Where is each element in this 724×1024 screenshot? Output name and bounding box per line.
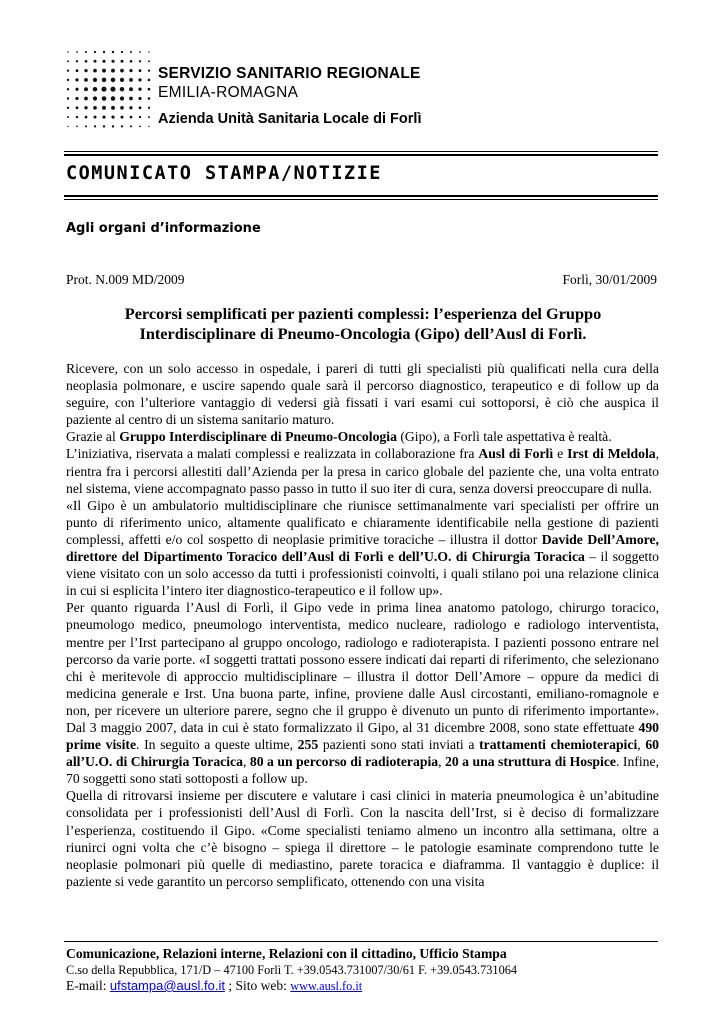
footer-office: Comunicazione, Relazioni interne, Relazioni con il cittadino, Ufficio Stampa: [66, 946, 507, 961]
logo-dot: [129, 78, 133, 82]
logo-dot: [67, 97, 69, 99]
logo-dot: [101, 87, 106, 92]
logo-dot: [76, 106, 79, 109]
logo-dot: [84, 78, 88, 82]
logo-dot: [139, 60, 141, 62]
logo-dot: [148, 60, 150, 62]
recipient-line: Agli organi d’informazione: [66, 221, 261, 236]
logo-dot: [102, 96, 107, 101]
logo-dot: [94, 125, 96, 127]
logo-dot: [93, 69, 97, 73]
logo-dot: [102, 116, 105, 119]
logo-dot: [139, 116, 141, 118]
paragraph: L’iniziativa, riservata a malati complessi e realizzata in collaborazione fra Ausl di Forlì e Irst di Meldola, rientra fra i percorsi allestiti dall’Azienda per la presa in carico globale del paziente che, una volta entrato nel sistema, viene accompagnato passo passo in tutto il suo iter di cura, senza doversi preoccupare di nulla.: [66, 446, 659, 496]
header-rule-bottom-thick: [64, 195, 658, 197]
logo-dot: [120, 106, 124, 110]
logo-dot: [110, 87, 115, 92]
logo-dot: [111, 96, 116, 101]
logo-dot: [67, 88, 69, 90]
logo-dot: [129, 87, 133, 91]
logo-dot: [84, 69, 87, 72]
logo-dot: [111, 78, 116, 83]
footer-address: C.so della Repubblica, 171/D – 47100 Forlì T. +39.0543.731007/30/61 F. +39.0543.731064: [66, 963, 518, 977]
logo-dot: [148, 51, 149, 52]
logo-dot: [121, 51, 123, 53]
logo-dot: [94, 51, 96, 53]
logo-dot: [139, 69, 142, 72]
logo-dot: [130, 116, 133, 119]
logo-dot: [148, 126, 149, 127]
logo-dot: [85, 125, 87, 127]
logo-dot: [139, 106, 142, 109]
headline: Percorsi semplificati per pazienti complessi: l’esperienza del Gruppo Interdisciplinare di Pneumo-Oncologia (Gipo) dell’Ausl di Forlì.: [124, 304, 602, 343]
emilia-romagna-dots-logo-icon: [64, 48, 154, 130]
logo-dot: [130, 60, 133, 63]
logo-dot: [121, 60, 124, 63]
press-release-title: COMUNICATO STAMPA/NOTIZIE: [66, 163, 382, 184]
logo-dot: [85, 51, 87, 53]
logo-dot: [129, 106, 132, 109]
paragraph: Ricevere, con un solo accesso in ospedale, i pareri di tutti gli specialisti più qualificati nella cura della neoplasia polmonare, e uscire sapendo quale sarà il percorso diagnostico, terapeutico e di follow up da seguire, con l’ulteriore vantaggio di vedersi già fissati i vari esami cui sottoporsi, è ciò che auspica il paziente al centro di un sistema sanitario maturo.: [66, 361, 659, 428]
logo-dot: [139, 126, 141, 128]
logo-dot: [120, 69, 124, 73]
logo-dot: [102, 106, 106, 110]
logo-dot: [111, 60, 114, 63]
email-link[interactable]: ufstampa@ausl.fo.it: [109, 978, 225, 993]
org-name-line2: EMILIA-ROMAGNA: [158, 84, 299, 101]
logo-dot: [148, 69, 150, 71]
logo-dot: [67, 126, 68, 127]
org-name-line1: SERVIZIO SANITARIO REGIONALE: [158, 65, 421, 82]
footer-contacts: E-mail: ufstampa@ausl.fo.it ; Sito web: www.ausl.fo.it: [66, 978, 363, 993]
logo-dot: [112, 125, 114, 127]
logo-dot: [129, 97, 133, 101]
logo-dot: [121, 116, 124, 119]
protocol-number: Prot. N.009 MD/2009: [66, 272, 185, 287]
header-rule-bottom: [64, 199, 658, 200]
logo-dot: [103, 51, 105, 53]
logo-dot: [75, 88, 78, 91]
logo-dot: [93, 96, 97, 100]
logo-dot: [138, 97, 141, 100]
logo-dot: [67, 79, 69, 81]
logo-dot: [76, 51, 78, 53]
logo-dot: [67, 116, 69, 118]
logo-dot: [67, 60, 69, 62]
logo-dot: [76, 116, 78, 118]
logo-dot: [130, 125, 132, 127]
logo-dot: [85, 116, 88, 119]
logo-dot: [112, 51, 114, 53]
header-rule-top-thick: [64, 154, 658, 156]
paragraph: Per quanto riguarda l’Ausl di Forlì, il Gipo vede in prima linea anatomo patologo, chirurgo toracico, pneumologo medico, pneumologo interventista, medico nucleare, radiologo e radiologo interventista, mentre per l’Irst partecipano al gruppo oncologo, radiologo e radioterapista. I pazienti possono entrare nel percorso da varie porte. «I soggetti trattati possono essere indicati dai reparti di riferimento, che selezionano chi è meritevole di approccio multidisciplinare – illustra il dottor Dell’Amore – oppure da medici di medicina generale e Irst. Una buona parte, infine, proviene dalle Ausl circostanti, emiliano-romagnole e non, per ricevere un ulteriore parere, segno che il gruppo è divenuto un punto di riferimento importante». Dal 3 maggio 2007, data in cui è stato formalizzato il Gipo, al 31 dicembre 2008, sono state effettuate 490 prime visite. In seguito a queste ultime, 255 pazienti sono stati inviati a trattamenti chemioterapici, 60 all’U.O. di Chirurgia Toracica, 80 a un percorso di radioterapia, 20 a una struttura di Hospice. Infine, 70 soggetti sono stati sottoposti a follow up.: [66, 600, 659, 787]
logo-dot: [94, 116, 97, 119]
logo-dot: [84, 87, 88, 91]
logo-dot: [93, 87, 98, 92]
place-date: Forlì, 30/01/2009: [562, 272, 657, 287]
logo-dot: [93, 106, 97, 110]
logo-dot: [130, 51, 132, 53]
paragraph: Quella di ritrovarsi insieme per discutere e valutare i casi clinici in materia pneumologica è un’abitudine consolidata per i professionisti dell’Ausl di Forlì. Con la nascita dell’Irst, si è deciso di formalizzare l’esperienza, costituendo il Gipo. «Come specialisti teniamo almeno un incontro alla settimana, oltre a riunirci ogni volta che c’è bisogno – spiega il direttore – le patologie esaminate comprendono tutte le neoplasie polmonari più quelle di mediastino, parete toracica e diaframma. Il vantaggio è duplice: il paziente si vede garantito un percorso semplificato, ottenendo con una visita: [66, 788, 659, 889]
logo-dot: [76, 60, 78, 62]
website-link[interactable]: www.ausl.fo.it: [290, 979, 363, 993]
logo-dot: [111, 116, 114, 119]
logo-dot: [120, 96, 124, 100]
logo-dot: [111, 106, 115, 110]
logo-dot: [75, 78, 78, 81]
logo-dot: [94, 60, 97, 63]
logo-dot: [148, 116, 150, 118]
logo-dot: [84, 106, 87, 109]
logo-dot: [85, 60, 88, 63]
logo-dot: [148, 97, 151, 100]
logo-dot: [84, 97, 88, 101]
logo-dot: [129, 69, 132, 72]
logo-dot: [120, 87, 125, 92]
logo-dot: [121, 125, 123, 127]
logo-dot: [103, 125, 105, 127]
logo-dot: [93, 78, 97, 82]
logo-dot: [138, 88, 141, 91]
logo-dot: [76, 126, 78, 128]
logo-dot: [102, 60, 105, 63]
logo-dot: [111, 69, 115, 73]
logo-dot: [75, 97, 78, 100]
logo-dot: [67, 107, 69, 109]
logo-dot: [148, 88, 151, 91]
logo-dot: [102, 69, 106, 73]
logo-dot: [102, 78, 107, 83]
logo-dot: [120, 78, 124, 82]
logo-dot: [139, 51, 141, 53]
article-body: [66, 360, 659, 925]
paragraph: Grazie al Gruppo Interdisciplinare di Pneumo-Oncologia (Gipo), a Forlì tale aspettativa è realtà.: [66, 429, 612, 445]
org-name-line3: Azienda Unità Sanitaria Locale di Forlì: [158, 111, 422, 127]
logo-dot: [138, 78, 141, 81]
paragraph: «Il Gipo è un ambulatorio multidisciplinare che riunisce settimanalmente vari specialisti per offrire un punto di riferimento unico, altamente qualificato e chiaramente identificabile nella gestione di pazienti complessi, affetti e/o col sospetto di neoplasie primitive toraciche – illustra il dottor Davide Dell’Amore, direttore del Dipartimento Toracico dell’Ausl di Forlì e dell’U.O. di Chirurgia Toracica – il soggetto viene visitato con un solo accesso da tutti i professionisti coinvolti, i quali stilano poi una relazione clinica in cui si esplicita l’intero iter diagnostico-terapeutico e il follow up».: [66, 497, 659, 599]
logo-dot: [67, 51, 68, 52]
logo-dot: [67, 69, 69, 71]
logo-dot: [76, 69, 79, 72]
logo-dot: [148, 79, 151, 82]
logo-dot: [148, 107, 150, 109]
footer-rule: [64, 941, 658, 942]
header-rule-top: [64, 151, 658, 152]
